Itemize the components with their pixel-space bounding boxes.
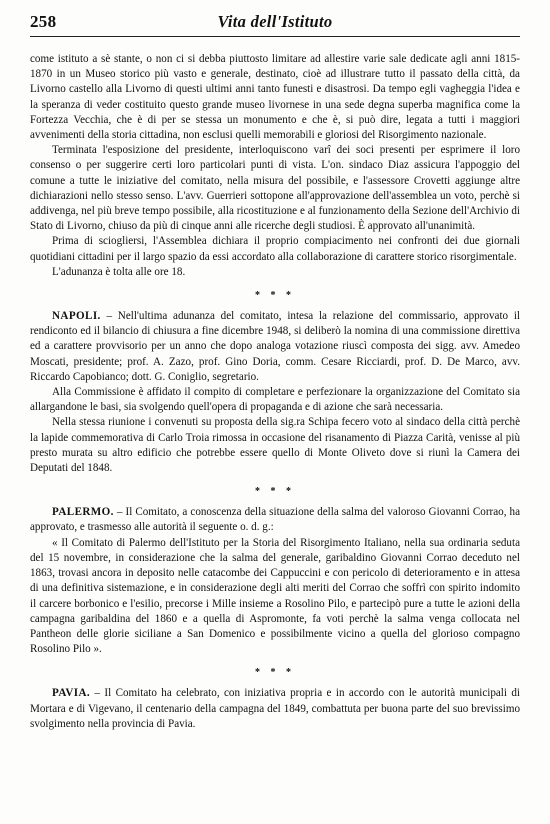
paragraph <box>30 505 520 535</box>
section-heading-napoli: NAPOLI. <box>52 310 101 323</box>
section-heading-palermo: PALERMO. <box>52 506 114 519</box>
page-header <box>30 10 520 37</box>
page-number: 258 <box>30 12 57 31</box>
running-title: Vita dell'Istituto <box>217 12 333 31</box>
paragraph: Prima di sciogliersi, l'Assemblea dichiara il proprio compiacimento nei confronti dei due giornali quotidiani cittadini per il largo spazio da essi accordato alla collaborazione di carattere storico risorgimentale. <box>30 235 520 263</box>
section-heading-pavia: PAVIA. <box>52 687 91 700</box>
paragraph: Nella stessa riunione i convenuti su proposta della sig.ra Schipa fecero voto al sindaco della città perchè la lapide commemorativa di Carlo Troia rimossa in occasione del risanamento di Piazza Carità, venisse al più presto murata su altro edificio che potrebbe essere quello di Monte Oliveto dove si riunì la Camera dei Deputati del 1848. <box>30 416 520 475</box>
paragraph: Terminata l'esposizione del presidente, interloquiscono varî dei soci presenti per esprimere il loro consenso o per suggerire certi loro particolari punti di vista. L'on. sindaco Diaz assicura l'appoggio del comune a tutte le iniziative del comitato, nella misura del possibile, e l'assessore Crovetti aggiunge altre dichiarazioni nello stesso senso. L'avv. Guerrieri sottopone all'approvazione dell'assemblea un voto, perchè si addivenga, nel più breve tempo possibile, alla ricostituzione e al funzionamento della Sezione dell'Archivio di Stato di Livorno, chiuso da più di cinque anni alle ricerche degli studiosi. È approvato all'unanimità. <box>30 144 520 233</box>
paragraph-text: – Nell'ultima adunanza del comitato, intesa la relazione del commissario, approvato il rendiconto ed il bilancio di chiusura a fine dicembre 1948, si deliberò la nomina di una commissione direttiva ed a carattere provvisorio per un anno che dopo analoga votazione riuscì composta dei sigg. avv. Amedeo Moscati, presidente; prof. A. Zazo, prof. Gino Doria, comm. Cesare Ricciardi, prof. D. De Marco, avv. Riccardo Capobianco; dott. G. Coniglio, segretario. <box>30 310 520 383</box>
paragraph-text: – Il Comitato, a conoscenza della situazione della salma del valoroso Giovanni Corrao, ha approvato, e trasmesso alle autorità il seguente o. d. g.: <box>30 506 520 534</box>
paragraph: come istituto a sè stante, o non ci si debba piuttosto limitare ad allestire varie sale dedicate agli anni 1815-1870 in un Museo storico più vasto e generale, destinato, cioè ad illustrare tutto il passato della città, da Livorno castello alla Livorno di questi ultimi anni tanto funesti e disastrosi. Da tempo egli vagheggia l'idea e la speranza di veder costituito questo grande museo livornese in una sede degna superba magnifica come la Fortezza Vecchia, che è di per se stessa un monumento e che è, si può dire, legata a tutti i maggiori avvenimenti della storia cittadina, non esclusi quelli memorabili e gloriosi del Risorgimento nazionale. <box>30 53 520 142</box>
paragraph: « Il Comitato di Palermo dell'Istituto per la Storia del Risorgimento Italiano, nella sua ordinaria seduta del 15 novembre, in considerazione che la salma del generale, garibaldino Giovanni Corrao deceduto nel 1863, trovasi ancora in deposito nelle catacombe dei Cappuccini e con pericolo di deterioramento e in attesa di una definitiva sistemazione, e in considerazione degli alti meriti del Corrao che soffrì con spirito indomito il carcere borbonico e l'esilio, precorse i Mille insieme a Rosolino Pilo, e partecipò pure a tutte le azioni della campagna garibaldina del 1860 e a quella di Aspromonte, fa voti perchè la salma venga collocata nel Pantheon delle glorie siciliane a San Domenico e possibilmente vicino a quella del glorioso compagno Rosolino Pilo ». <box>30 536 520 656</box>
section-separator: * * * <box>255 667 295 679</box>
section-separator: * * * <box>255 290 295 302</box>
body-text <box>30 52 520 732</box>
paragraph-text: – Il Comitato ha celebrato, con iniziativa propria e in accordo con le autorità municipali di Mortara e di Vigevano, il centenario della campagna del 1849, combattuta per buona parte del suo brevissimo svolgimento nella provincia di Pavia. <box>30 687 520 730</box>
paragraph: L'adunanza è tolta alle ore 18. <box>52 265 186 278</box>
section-separator: * * * <box>255 486 295 498</box>
paragraph <box>30 309 520 385</box>
paragraph <box>30 686 520 732</box>
paragraph: Alla Commissione è affidato il compito di completare e perfezionare la organizzazione del Comitato sia allargandone le basi, sia svolgendo quell'opera di propaganda e di azione che sarà necessaria. <box>30 386 520 414</box>
